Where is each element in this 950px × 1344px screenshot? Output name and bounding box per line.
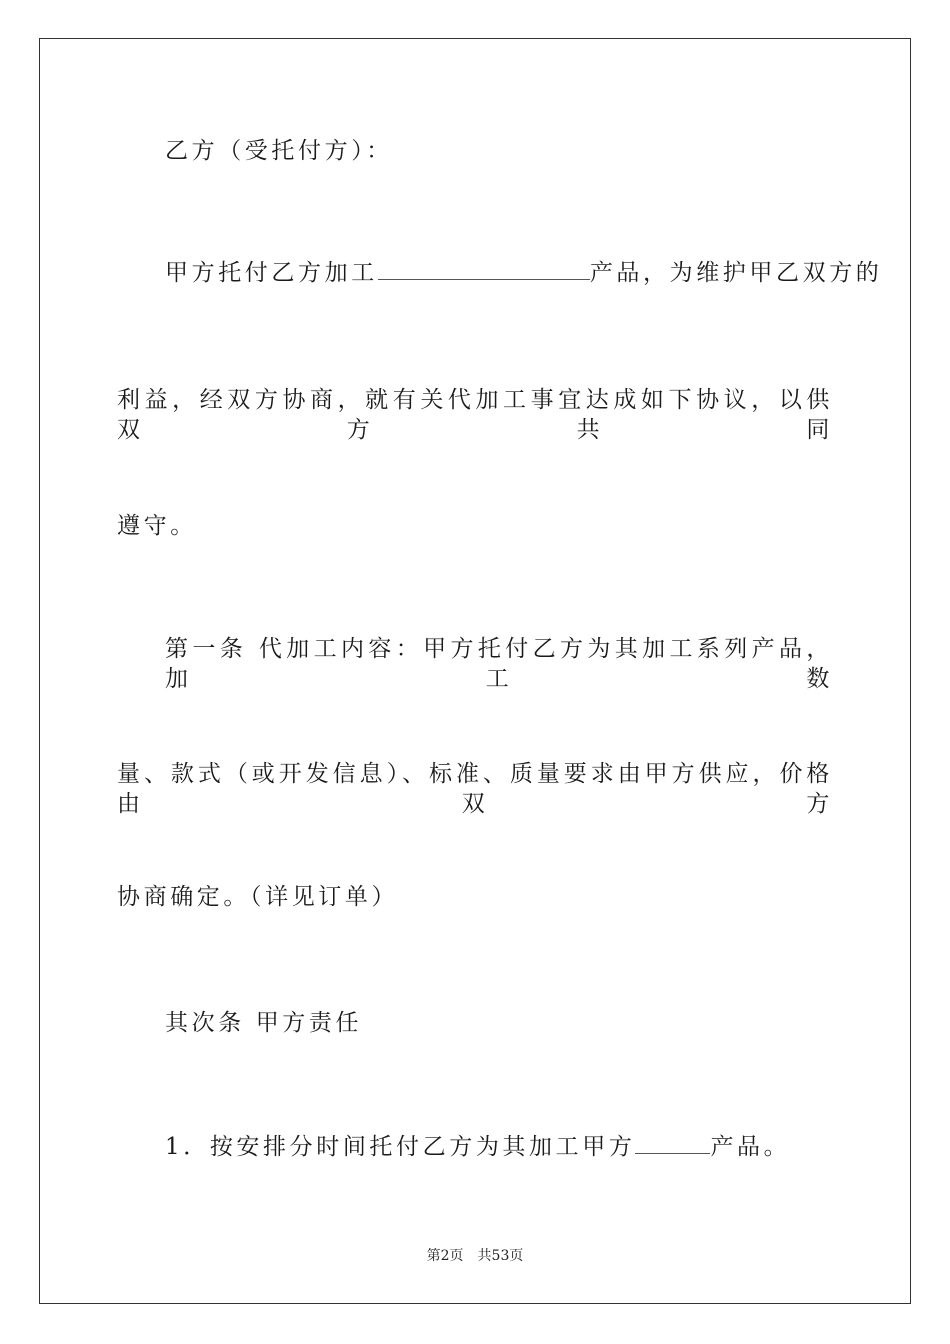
page-number-current: 第2页 [426, 1248, 464, 1264]
article-1-line-2: 量、款式（或开发信息）、标准、质量要求由甲方供应，价格由双方 [117, 761, 833, 817]
paragraph-intro-line-3: 遵守。 [117, 513, 197, 539]
product-short-blank-field [635, 1133, 710, 1154]
party-b-label: 乙方（受托付方）： [165, 138, 393, 164]
page-number-total: 共53页 [477, 1248, 524, 1264]
article-2-heading: 其次条 甲方责任 [165, 1010, 363, 1036]
article-2-item-1: 1．按安排分时间托付乙方为其加工甲方 产品。 [165, 1134, 791, 1160]
product-blank-field [378, 259, 590, 280]
paragraph-intro-line-1: 甲方托付乙方加工 产品，为维护甲乙双方的 [165, 260, 883, 286]
article-1-line-1: 第一条 代加工内容：甲方托付乙方为其加工系列产品，加工数 [165, 636, 833, 692]
page-footer [0, 1247, 950, 1265]
paragraph-intro-line-2: 利益，经双方协商，就有关代加工事宜达成如下协议，以供双方共同 [117, 387, 833, 443]
article-1-line-3: 协商确定。（详见订单） [117, 884, 399, 910]
